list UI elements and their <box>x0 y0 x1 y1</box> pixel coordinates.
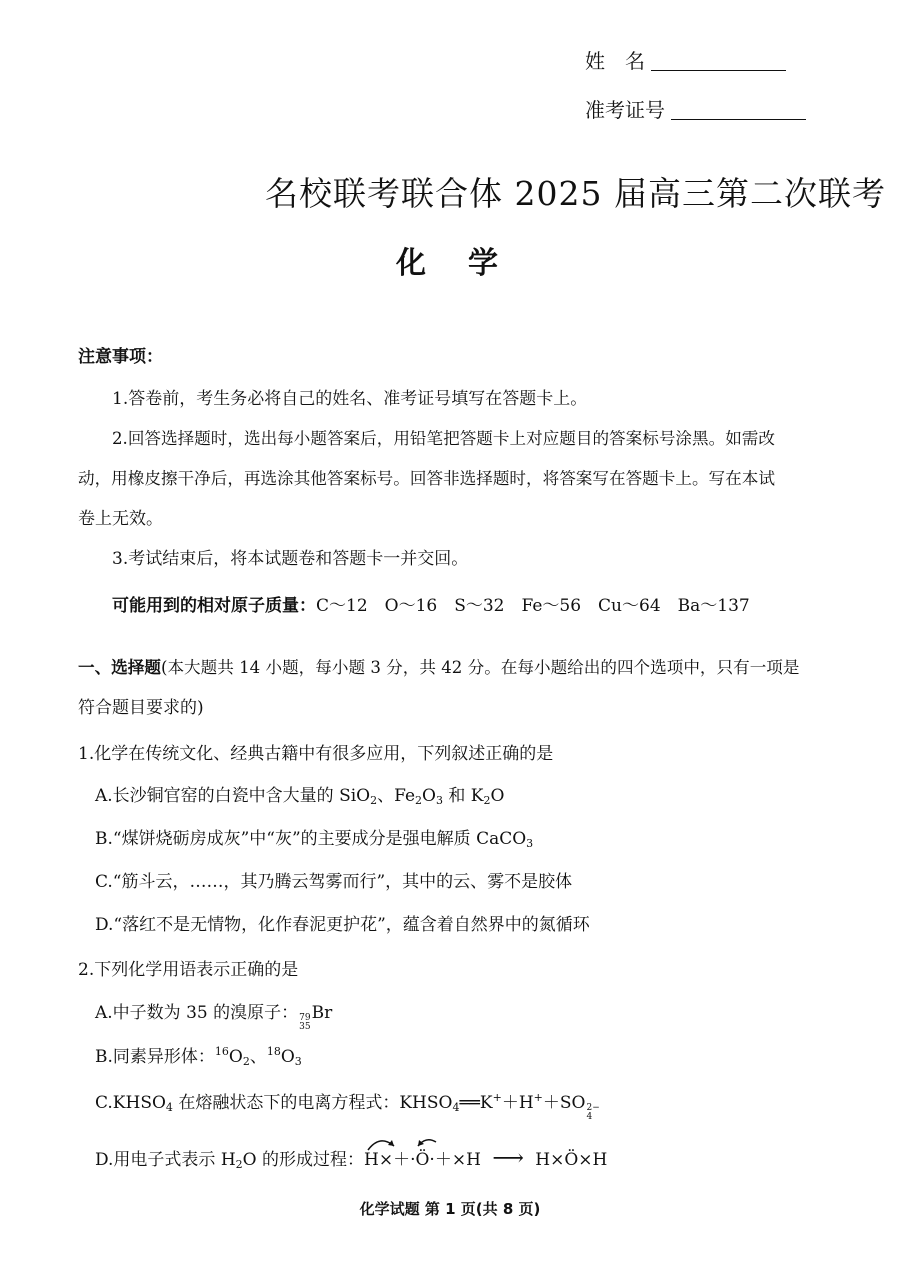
q1-option-a[interactable]: A.长沙铜官窑的白瓷中含大量的 SiO$_2$、$Fe_2O_3$ 和 $K_2O$ <box>95 786 505 807</box>
notice-item-3: 3.考试结束后，将本试题卷和答题卡一并交回。 <box>112 549 469 569</box>
q1-stem: 1.化学在传统文化、经典古籍中有很多应用，下列叙述正确的是 <box>78 744 554 764</box>
name-field[interactable] <box>585 48 786 71</box>
atomic-mass-label: 可能用到的相对原子质量： <box>112 596 316 616</box>
notice-item-2-line-2: 动，用橡皮擦干净后，再选涂其他答案标号。回答非选择题时，将答案写在答题卡上。写在本试 <box>78 469 775 488</box>
name-line[interactable] <box>651 48 786 71</box>
notice-heading: 注意事项： <box>78 347 163 367</box>
section1-heading: 一、选择题 <box>78 658 161 677</box>
notice-item-2-line-1: 2.回答选择题时，选出每小题答案后，用铅笔把答题卡上对应题目的答案标号涂黑。如需改 <box>112 429 775 448</box>
section1-line-1 <box>78 660 799 677</box>
page-footer: 化学试题 第 1 页(共 8 页) <box>359 1200 541 1218</box>
id-label: 准考证号 <box>585 98 665 122</box>
section1-desc-1: (本大题共 14 小题，每小题 3 分，共 42 分。在每小题给出的四个选项中，只有一项是 <box>160 658 800 677</box>
id-field[interactable] <box>585 97 806 120</box>
q1-option-b[interactable]: B.“煤饼烧砺房成灰”中“灰”的主要成分是强电解质 CaCO$_3$ <box>95 829 534 850</box>
q2-d-reactants: H×＋·Ö·＋×H <box>364 1150 481 1170</box>
name-label: 姓 名 <box>585 49 645 73</box>
q2-d-arrow: ⟶ <box>492 1146 524 1171</box>
atomic-mass-line <box>112 598 750 615</box>
electron-transfer-arrows <box>360 1134 470 1154</box>
atomic-mass-values: C～12 O～16 S～32 Fe～56 Cu～64 Ba～137 <box>316 596 750 616</box>
section1-desc-2: 符合题目要求的) <box>78 698 204 718</box>
q2-a-isotope-numbers: 79 35 <box>299 1013 311 1032</box>
q2-d-product: H×Ö×H <box>535 1150 608 1170</box>
q2-option-d[interactable]: D.用电子式表示 $H_2O$ 的形成过程：H×＋·Ö·＋×H ⟶ H×Ö×H <box>95 1146 608 1171</box>
q2-option-c[interactable]: $C.KHSO_4$ 在熔融状态下的电离方程式：$KHSO_4══K^++H^++SO$ 2− 4 <box>95 1091 600 1122</box>
q1-option-d[interactable]: D.“落红不是无情物，化作春泥更护花”，蕴含着自然界中的氮循环 <box>95 915 590 935</box>
q2-stem: 2.下列化学用语表示正确的是 <box>78 960 299 980</box>
notice-item-2-line-3: 卷上无效。 <box>78 509 163 529</box>
id-line[interactable] <box>671 97 806 120</box>
exam-title: 名校联考联合体 2025 届高三第二次联考 <box>265 174 886 213</box>
subject-title: 化 学 <box>396 246 504 281</box>
q1-option-c[interactable]: C.“筋斗云，……，其乃腾云驾雾而行”，其中的云、雾不是胶体 <box>95 872 573 892</box>
notice-item-1: 1.答卷前，考生务必将自己的姓名、准考证号填写在答题卡上。 <box>112 389 588 409</box>
q2-option-b[interactable]: B.同素异形体：$^{16}O_2$、$^{18}O_3$ <box>95 1045 302 1068</box>
q2-option-a[interactable]: A.中子数为 35 的溴原子： 79 35 Br <box>95 1003 333 1032</box>
